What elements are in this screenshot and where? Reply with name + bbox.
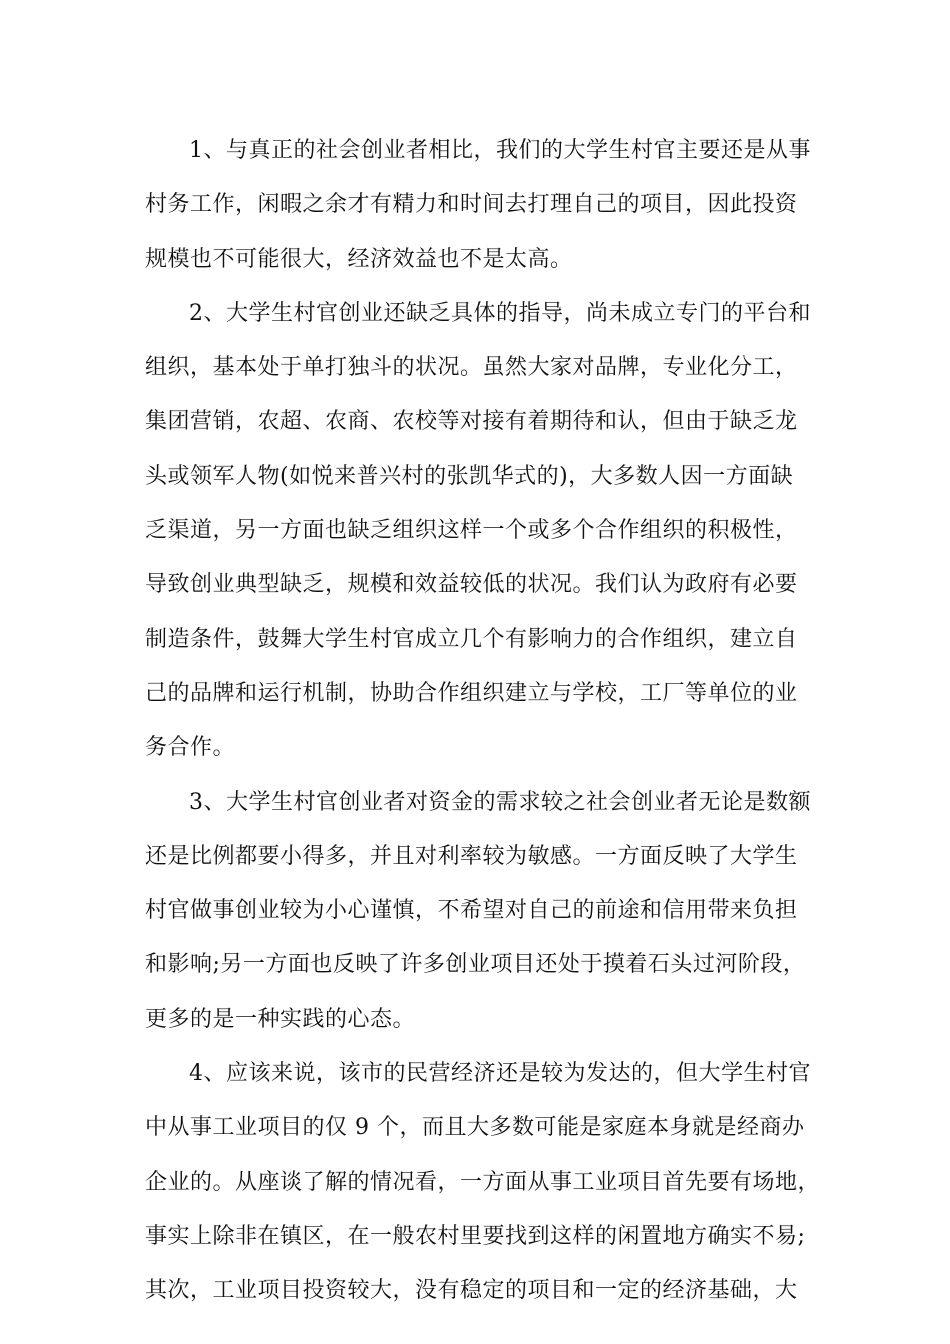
paragraph-4-line-1: 4、应该来说，该市的民营经济还是较为发达的，但大学生村官 xyxy=(189,1061,811,1087)
document-body xyxy=(145,124,821,1319)
paragraph-2-line-5: 乏渠道，另一方面也缺乏组织这样一个或多个合作组织的积极性， xyxy=(145,518,798,544)
paragraph-2-line-6: 导致创业典型缺乏，规模和效益较低的状况。我们认为政府有必要 xyxy=(145,572,798,598)
paragraph-4-line-4: 事实上除非在镇区，在一般农村里要找到这样的闲置地方确实不易; xyxy=(145,1223,806,1249)
paragraph-4-line-3: 企业的。从座谈了解的情况看，一方面从事工业项目首先要有场地， xyxy=(145,1169,821,1195)
paragraph-3-line-4: 和影响;另一方面也反映了许多创业项目还处于摸着石头过河阶段， xyxy=(145,952,806,978)
paragraph-3-line-1: 3、大学生村官创业者对资金的需求较之社会创业者无论是数额 xyxy=(189,789,811,815)
paragraph-3-line-3: 村官做事创业较为小心谨慎，不希望对自己的前途和信用带来负担 xyxy=(145,898,798,924)
paragraph-4-line-5: 其次，工业项目投资较大，没有稳定的项目和一定的经济基础，大 xyxy=(145,1278,798,1304)
paragraph-2-line-2: 组织，基本处于单打独斗的状况。虽然大家对品牌，专业化分工， xyxy=(145,355,798,381)
paragraph-2-line-4: 头或领军人物(如悦来普兴村的张凯华式的)，大多数人因一方面缺 xyxy=(145,463,794,489)
paragraph-2-line-8: 己的品牌和运行机制，协助合作组织建立与学校，工厂等单位的业 xyxy=(145,680,798,706)
paragraph-1-line-1: 1、与真正的社会创业者相比，我们的大学生村官主要还是从事 xyxy=(189,138,811,163)
paragraph-2-line-7: 制造条件，鼓舞大学生村官成立几个有影响力的合作组织，建立自 xyxy=(145,626,798,652)
paragraph-2-line-3: 集团营销，农超、农商、农校等对接有着期待和认，但由于缺乏龙 xyxy=(145,409,798,435)
paragraph-4-line-2: 中从事工业项目的仅 9 个，而且大多数可能是家庭本身就是经商办 xyxy=(145,1115,805,1141)
paragraph-1-line-2: 村务工作，闲暇之余才有精力和时间去打理自己的项目，因此投资 xyxy=(145,192,798,218)
paragraph-3-line-5: 更多的是一种实践的心态。 xyxy=(145,1006,416,1032)
paragraph-1-line-3: 规模也不可能很大，经济效益也不是太高。 xyxy=(145,246,573,272)
paragraph-2-line-9: 务合作。 xyxy=(145,735,236,761)
paragraph-2-line-1: 2、大学生村官创业还缺乏具体的指导，尚未成立专门的平台和 xyxy=(189,300,811,326)
paragraph-3-line-2: 还是比例都要小得多，并且对利率较为敏感。一方面反映了大学生 xyxy=(145,843,798,869)
